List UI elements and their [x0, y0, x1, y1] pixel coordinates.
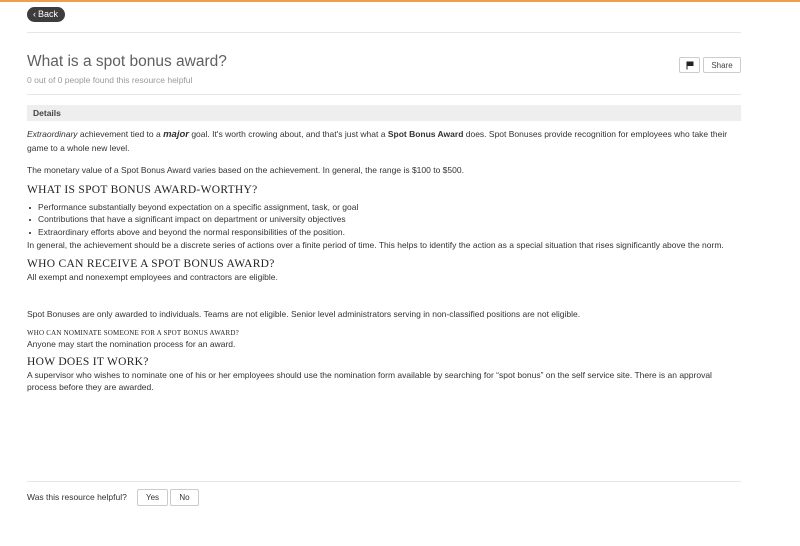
- no-button[interactable]: No: [170, 489, 199, 506]
- intro-major: major: [163, 129, 189, 140]
- share-button[interactable]: Share: [703, 57, 741, 73]
- flag-icon: [686, 61, 694, 70]
- intro-emphasis: Extraordinary: [27, 129, 78, 139]
- nominate-heading: WHO CAN NOMINATE SOMEONE FOR A SPOT BONUS AWARD?: [27, 329, 239, 338]
- list-item: Performance substantially beyond expectation on a specific assignment, task, or goal: [27, 201, 739, 214]
- how-paragraph: A supervisor who wishes to nominate one of his or her employees should use the nomination form available by searching for “spot bonus” on the self service site. There is an approval process before they are awarded.: [27, 369, 712, 393]
- details-heading: Details: [27, 105, 741, 121]
- list-item: Extraordinary efforts above and beyond the normal responsibilities of the position.: [27, 226, 739, 239]
- worthy-general-paragraph: In general, the achievement should be a discrete series of actions over a finite period of time. This helps to identify the action as a special situation that rises significantly above the norm.: [27, 239, 724, 250]
- individuals-paragraph: Spot Bonuses are only awarded to individuals. Teams are not eligible. Senior level administrators serving in non-classified positions are not eligible.: [27, 308, 581, 319]
- receive-paragraph: All exempt and nonexempt employees and contractors are eligible.: [27, 272, 278, 283]
- worthy-list: [27, 201, 739, 239]
- back-button[interactable]: [27, 7, 65, 22]
- intro-paragraph: Extraordinary achievement tied to a major goal. It's worth crowing about, and that's just what a Spot Bonus Award does. Spot Bonuses provide recognition for employees who take their game to a whole new level.: [27, 129, 728, 153]
- back-button-label: Back: [38, 9, 59, 19]
- worthy-heading: WHAT IS SPOT BONUS AWARD-WORTHY?: [27, 183, 258, 196]
- feedback-question: Was this resource helpful?: [27, 492, 127, 502]
- top-accent-line: [0, 0, 800, 2]
- helpful-count: 0 out of 0 people found this resource helpful: [27, 75, 193, 85]
- monetary-paragraph: The monetary value of a Spot Bonus Award varies based on the achievement. In general, the range is $100 to $500.: [27, 165, 464, 175]
- chevron-left-icon: ‹: [33, 9, 36, 19]
- article-body: [27, 128, 739, 394]
- footer-divider: [27, 481, 741, 482]
- title-divider: [27, 94, 741, 95]
- how-heading: HOW DOES IT WORK?: [27, 355, 149, 368]
- intro-strong: Spot Bonus Award: [387, 129, 464, 139]
- page-title: What is a spot bonus award?: [27, 53, 227, 70]
- flag-button[interactable]: [679, 57, 700, 73]
- receive-heading: WHO CAN RECEIVE A SPOT BONUS AWARD?: [27, 258, 275, 271]
- header-divider: [27, 32, 741, 33]
- yes-button[interactable]: Yes: [137, 489, 168, 506]
- nominate-paragraph: Anyone may start the nomination process for an award.: [27, 339, 236, 350]
- list-item: Contributions that have a significant impact on department or university objectives: [27, 213, 739, 226]
